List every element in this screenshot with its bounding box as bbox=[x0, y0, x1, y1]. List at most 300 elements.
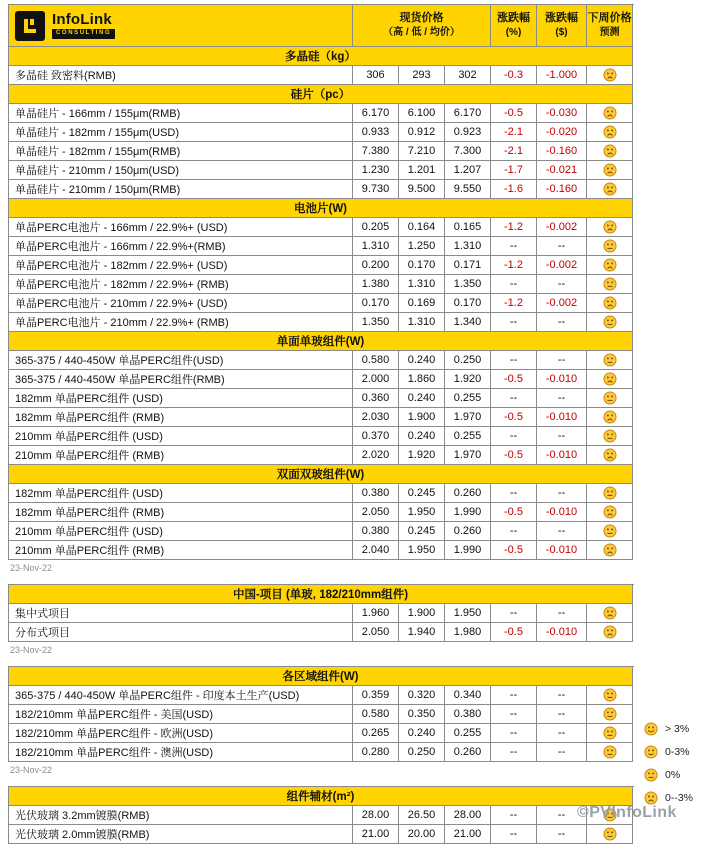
column-header-forecast bbox=[587, 5, 633, 47]
price-low-cell: 20.00 bbox=[399, 825, 445, 844]
price-low-cell: 7.210 bbox=[399, 142, 445, 161]
forecast-cell bbox=[587, 541, 633, 560]
price-row bbox=[9, 256, 634, 275]
change-pct-cell: -0.5 bbox=[491, 446, 537, 465]
forecast-frown-icon bbox=[603, 505, 617, 519]
forecast-cell bbox=[587, 705, 633, 724]
column-header-forecast-label: 下周价格 bbox=[587, 12, 632, 25]
price-avg-cell: 0.260 bbox=[445, 484, 491, 503]
change-usd-cell: -0.160 bbox=[537, 142, 587, 161]
price-row bbox=[9, 313, 634, 332]
forecast-neutral-icon bbox=[603, 353, 617, 367]
legend-label: 0--3% bbox=[665, 792, 694, 804]
price-avg-cell: 1.310 bbox=[445, 237, 491, 256]
price-avg-cell: 0.260 bbox=[445, 743, 491, 762]
change-pct-cell: -- bbox=[491, 686, 537, 705]
price-table-block bbox=[8, 666, 634, 762]
product-name-cell: 多晶硅 致密料(RMB) bbox=[9, 66, 353, 85]
forecast-cell bbox=[587, 743, 633, 762]
forecast-cell bbox=[587, 408, 633, 427]
forecast-cell bbox=[587, 522, 633, 541]
column-header-spot-price-label: 现货价格 bbox=[399, 12, 444, 25]
price-avg-cell: 9.550 bbox=[445, 180, 491, 199]
price-low-cell: 9.500 bbox=[399, 180, 445, 199]
section-title: 组件辅材(m²) bbox=[9, 787, 633, 806]
column-header-change-usd-unit: ($) bbox=[555, 27, 568, 39]
price-row bbox=[9, 180, 634, 199]
column-header-change-usd bbox=[537, 5, 587, 47]
price-row bbox=[9, 294, 634, 313]
forecast-cell bbox=[587, 275, 633, 294]
change-usd-cell: -- bbox=[537, 705, 587, 724]
product-name-cell: 光伏玻璃 3.2mm镀膜(RMB) bbox=[9, 806, 353, 825]
product-name-cell: 单晶硅片 - 210mm / 150μm(RMB) bbox=[9, 180, 353, 199]
change-usd-cell: -0.010 bbox=[537, 623, 587, 642]
product-name-cell: 分布式项目 bbox=[9, 623, 353, 642]
change-usd-cell: -0.021 bbox=[537, 161, 587, 180]
price-high-cell: 21.00 bbox=[353, 825, 399, 844]
price-high-cell: 0.580 bbox=[353, 705, 399, 724]
change-pct-cell: -- bbox=[491, 806, 537, 825]
price-avg-cell: 1.350 bbox=[445, 275, 491, 294]
price-low-cell: 1.201 bbox=[399, 161, 445, 180]
change-pct-cell: -0.5 bbox=[491, 408, 537, 427]
price-row bbox=[9, 743, 634, 762]
price-low-cell: 0.250 bbox=[399, 743, 445, 762]
forecast-cell bbox=[587, 104, 633, 123]
change-usd-cell: -- bbox=[537, 389, 587, 408]
change-pct-cell: -- bbox=[491, 604, 537, 623]
price-low-cell: 1.950 bbox=[399, 541, 445, 560]
legend-label: 0-3% bbox=[665, 746, 690, 758]
change-pct-cell: -1.2 bbox=[491, 294, 537, 313]
forecast-cell bbox=[587, 66, 633, 85]
legend-item bbox=[644, 722, 693, 736]
price-avg-cell: 1.980 bbox=[445, 623, 491, 642]
forecast-cell bbox=[587, 686, 633, 705]
price-avg-cell: 0.340 bbox=[445, 686, 491, 705]
forecast-frown-icon bbox=[603, 410, 617, 424]
product-name-cell: 365-375 / 440-450W 单晶PERC组件 - 印度本土生产(USD) bbox=[9, 686, 353, 705]
price-avg-cell: 0.171 bbox=[445, 256, 491, 275]
price-avg-cell: 6.170 bbox=[445, 104, 491, 123]
price-avg-cell: 1.990 bbox=[445, 503, 491, 522]
legend-slight-icon bbox=[644, 745, 658, 759]
change-pct-cell: -2.1 bbox=[491, 123, 537, 142]
product-name-cell: 单晶PERC电池片 - 210mm / 22.9%+ (USD) bbox=[9, 294, 353, 313]
price-row bbox=[9, 446, 634, 465]
price-low-cell: 0.169 bbox=[399, 294, 445, 313]
forecast-neutral-icon bbox=[603, 486, 617, 500]
section-header-row bbox=[9, 47, 634, 66]
forecast-frown-icon bbox=[603, 163, 617, 177]
price-low-cell: 0.350 bbox=[399, 705, 445, 724]
forecast-cell bbox=[587, 427, 633, 446]
section-title: 双面双玻组件(W) bbox=[9, 465, 633, 484]
forecast-frown-icon bbox=[603, 296, 617, 310]
section-title: 各区域组件(W) bbox=[9, 667, 633, 686]
forecast-cell bbox=[587, 351, 633, 370]
price-row bbox=[9, 806, 634, 825]
product-name-cell: 单晶PERC电池片 - 182mm / 22.9%+ (USD) bbox=[9, 256, 353, 275]
change-pct-cell: -1.2 bbox=[491, 256, 537, 275]
price-avg-cell: 7.300 bbox=[445, 142, 491, 161]
price-low-cell: 0.912 bbox=[399, 123, 445, 142]
legend-label: 0% bbox=[665, 769, 681, 781]
change-usd-cell: -0.010 bbox=[537, 503, 587, 522]
price-row bbox=[9, 604, 634, 623]
change-pct-cell: -- bbox=[491, 389, 537, 408]
forecast-frown-icon bbox=[603, 125, 617, 139]
price-high-cell: 0.280 bbox=[353, 743, 399, 762]
change-pct-cell: -- bbox=[491, 724, 537, 743]
section-header-row bbox=[9, 85, 634, 104]
change-pct-cell: -1.6 bbox=[491, 180, 537, 199]
forecast-frown-icon bbox=[603, 106, 617, 120]
change-pct-cell: -- bbox=[491, 743, 537, 762]
price-avg-cell: 1.950 bbox=[445, 604, 491, 623]
forecast-cell bbox=[587, 724, 633, 743]
change-usd-cell: -0.030 bbox=[537, 104, 587, 123]
date-label: 23-Nov-22 bbox=[10, 563, 53, 573]
forecast-cell bbox=[587, 604, 633, 623]
product-name-cell: 182mm 单晶PERC组件 (RMB) bbox=[9, 408, 353, 427]
price-row bbox=[9, 724, 634, 743]
logo-text bbox=[52, 12, 115, 39]
product-name-cell: 210mm 单晶PERC组件 (RMB) bbox=[9, 541, 353, 560]
price-high-cell: 2.050 bbox=[353, 503, 399, 522]
price-low-cell: 6.100 bbox=[399, 104, 445, 123]
price-row bbox=[9, 370, 634, 389]
change-usd-cell: -- bbox=[537, 275, 587, 294]
product-name-cell: 210mm 单晶PERC组件 (USD) bbox=[9, 427, 353, 446]
forecast-frown-icon bbox=[603, 144, 617, 158]
price-avg-cell: 1.970 bbox=[445, 446, 491, 465]
section-header-row bbox=[9, 787, 634, 806]
price-high-cell: 1.230 bbox=[353, 161, 399, 180]
forecast-cell bbox=[587, 503, 633, 522]
price-row bbox=[9, 351, 634, 370]
change-usd-cell: -0.010 bbox=[537, 408, 587, 427]
price-low-cell: 0.240 bbox=[399, 427, 445, 446]
price-low-cell: 1.310 bbox=[399, 275, 445, 294]
product-name-cell: 单晶PERC电池片 - 166mm / 22.9%+ (USD) bbox=[9, 218, 353, 237]
price-high-cell: 2.040 bbox=[353, 541, 399, 560]
change-usd-cell: -- bbox=[537, 686, 587, 705]
price-avg-cell: 1.920 bbox=[445, 370, 491, 389]
price-avg-cell: 1.340 bbox=[445, 313, 491, 332]
price-low-cell: 1.250 bbox=[399, 237, 445, 256]
price-table-block bbox=[8, 584, 634, 642]
price-high-cell: 0.933 bbox=[353, 123, 399, 142]
change-usd-cell: -0.160 bbox=[537, 180, 587, 199]
section-title: 多晶硅（kg） bbox=[9, 47, 633, 66]
change-usd-cell: -- bbox=[537, 724, 587, 743]
price-high-cell: 0.205 bbox=[353, 218, 399, 237]
price-row bbox=[9, 104, 634, 123]
change-pct-cell: -0.5 bbox=[491, 623, 537, 642]
change-pct-cell: -- bbox=[491, 275, 537, 294]
forecast-frown-icon bbox=[603, 182, 617, 196]
price-row bbox=[9, 686, 634, 705]
column-header-change-pct-unit: (%) bbox=[505, 27, 522, 39]
forecast-cell bbox=[587, 123, 633, 142]
forecast-legend bbox=[644, 722, 693, 805]
product-name-cell: 182/210mm 单晶PERC组件 - 澳洲(USD) bbox=[9, 743, 353, 762]
change-pct-cell: -0.5 bbox=[491, 104, 537, 123]
product-name-cell: 182mm 单晶PERC组件 (USD) bbox=[9, 389, 353, 408]
price-low-cell: 0.240 bbox=[399, 389, 445, 408]
price-avg-cell: 302 bbox=[445, 66, 491, 85]
price-low-cell: 1.860 bbox=[399, 370, 445, 389]
forecast-cell bbox=[587, 161, 633, 180]
change-pct-cell: -- bbox=[491, 825, 537, 844]
price-row bbox=[9, 142, 634, 161]
section-header-row bbox=[9, 199, 634, 218]
change-pct-cell: -- bbox=[491, 522, 537, 541]
legend-item bbox=[644, 768, 693, 782]
forecast-cell bbox=[587, 294, 633, 313]
price-row bbox=[9, 705, 634, 724]
legend-label: > 3% bbox=[665, 723, 690, 735]
forecast-neutral-icon bbox=[603, 277, 617, 291]
product-name-cell: 单晶硅片 - 182mm / 155μm(RMB) bbox=[9, 142, 353, 161]
product-name-cell: 单晶硅片 - 210mm / 150μm(USD) bbox=[9, 161, 353, 180]
product-name-cell: 光伏玻璃 2.0mm镀膜(RMB) bbox=[9, 825, 353, 844]
price-high-cell: 0.370 bbox=[353, 427, 399, 446]
price-low-cell: 0.245 bbox=[399, 484, 445, 503]
price-avg-cell: 28.00 bbox=[445, 806, 491, 825]
column-header-change-pct-label: 涨跌幅 bbox=[497, 12, 530, 25]
price-low-cell: 0.170 bbox=[399, 256, 445, 275]
change-usd-cell: -- bbox=[537, 825, 587, 844]
price-avg-cell: 0.923 bbox=[445, 123, 491, 142]
forecast-neutral-icon bbox=[603, 707, 617, 721]
price-low-cell: 1.940 bbox=[399, 623, 445, 642]
price-avg-cell: 0.250 bbox=[445, 351, 491, 370]
price-low-cell: 26.50 bbox=[399, 806, 445, 825]
forecast-neutral-icon bbox=[603, 827, 617, 841]
change-pct-cell: -- bbox=[491, 484, 537, 503]
price-high-cell: 9.730 bbox=[353, 180, 399, 199]
price-high-cell: 7.380 bbox=[353, 142, 399, 161]
product-name-cell: 182/210mm 单晶PERC组件 - 欧洲(USD) bbox=[9, 724, 353, 743]
change-usd-cell: -0.002 bbox=[537, 218, 587, 237]
section-title: 中国-项目 (单玻, 182/210mm组件) bbox=[9, 585, 633, 604]
price-row bbox=[9, 275, 634, 294]
change-pct-cell: -0.5 bbox=[491, 541, 537, 560]
price-row bbox=[9, 218, 634, 237]
infolink-logo-icon bbox=[15, 11, 45, 41]
price-row bbox=[9, 522, 634, 541]
brand-name: InfoLink bbox=[52, 11, 112, 29]
product-name-cell: 单晶PERC电池片 - 166mm / 22.9%+(RMB) bbox=[9, 237, 353, 256]
change-pct-cell: -2.1 bbox=[491, 142, 537, 161]
forecast-cell bbox=[587, 825, 633, 844]
price-row bbox=[9, 825, 634, 844]
change-pct-cell: -- bbox=[491, 313, 537, 332]
price-low-cell: 1.900 bbox=[399, 408, 445, 427]
change-usd-cell: -- bbox=[537, 484, 587, 503]
forecast-frown-icon bbox=[603, 220, 617, 234]
product-name-cell: 集中式项目 bbox=[9, 604, 353, 623]
price-avg-cell: 0.255 bbox=[445, 389, 491, 408]
legend-neutral-icon bbox=[644, 768, 658, 782]
change-usd-cell: -- bbox=[537, 237, 587, 256]
column-header-change-usd-label: 涨跌幅 bbox=[545, 12, 578, 25]
section-header-row bbox=[9, 332, 634, 351]
product-name-cell: 210mm 单晶PERC组件 (RMB) bbox=[9, 446, 353, 465]
forecast-neutral-icon bbox=[603, 688, 617, 702]
price-high-cell: 0.359 bbox=[353, 686, 399, 705]
forecast-cell bbox=[587, 313, 633, 332]
forecast-frown-icon bbox=[603, 372, 617, 386]
forecast-frown-icon bbox=[603, 258, 617, 272]
price-high-cell: 0.360 bbox=[353, 389, 399, 408]
product-name-cell: 单晶PERC电池片 - 210mm / 22.9%+ (RMB) bbox=[9, 313, 353, 332]
price-table bbox=[8, 4, 634, 844]
price-low-cell: 0.164 bbox=[399, 218, 445, 237]
column-header-forecast-unit: 预测 bbox=[599, 27, 620, 39]
change-pct-cell: -1.2 bbox=[491, 218, 537, 237]
price-table-block bbox=[8, 786, 634, 844]
change-usd-cell: -- bbox=[537, 604, 587, 623]
price-high-cell: 1.960 bbox=[353, 604, 399, 623]
price-high-cell: 2.030 bbox=[353, 408, 399, 427]
price-avg-cell: 1.990 bbox=[445, 541, 491, 560]
price-avg-cell: 21.00 bbox=[445, 825, 491, 844]
change-pct-cell: -- bbox=[491, 705, 537, 724]
change-usd-cell: -0.002 bbox=[537, 294, 587, 313]
forecast-neutral-icon bbox=[603, 391, 617, 405]
table-header bbox=[9, 5, 634, 47]
price-high-cell: 0.170 bbox=[353, 294, 399, 313]
watermark: ©PVInfoLink bbox=[577, 804, 677, 821]
price-low-cell: 0.245 bbox=[399, 522, 445, 541]
change-usd-cell: -- bbox=[537, 522, 587, 541]
price-high-cell: 28.00 bbox=[353, 806, 399, 825]
change-pct-cell: -0.3 bbox=[491, 66, 537, 85]
change-pct-cell: -- bbox=[491, 351, 537, 370]
price-avg-cell: 0.170 bbox=[445, 294, 491, 313]
price-high-cell: 2.050 bbox=[353, 623, 399, 642]
change-usd-cell: -1.000 bbox=[537, 66, 587, 85]
price-high-cell: 0.265 bbox=[353, 724, 399, 743]
price-low-cell: 1.900 bbox=[399, 604, 445, 623]
product-name-cell: 182/210mm 单晶PERC组件 - 美国(USD) bbox=[9, 705, 353, 724]
legend-frown-icon bbox=[644, 791, 658, 805]
price-low-cell: 0.240 bbox=[399, 724, 445, 743]
forecast-cell bbox=[587, 237, 633, 256]
forecast-cell bbox=[587, 180, 633, 199]
price-low-cell: 0.320 bbox=[399, 686, 445, 705]
price-high-cell: 0.380 bbox=[353, 484, 399, 503]
column-header-spot-price bbox=[353, 5, 491, 47]
forecast-frown-icon bbox=[603, 68, 617, 82]
change-usd-cell: -0.010 bbox=[537, 370, 587, 389]
change-usd-cell: -- bbox=[537, 743, 587, 762]
price-table-block bbox=[8, 4, 634, 560]
forecast-cell bbox=[587, 142, 633, 161]
price-row bbox=[9, 389, 634, 408]
price-row bbox=[9, 408, 634, 427]
forecast-frown-icon bbox=[603, 625, 617, 639]
section-title: 电池片(W) bbox=[9, 199, 633, 218]
column-header-spot-price-unit: （高 / 低 / 均价） bbox=[383, 27, 460, 39]
change-usd-cell: -- bbox=[537, 313, 587, 332]
product-name-cell: 182mm 单晶PERC组件 (RMB) bbox=[9, 503, 353, 522]
forecast-cell bbox=[587, 256, 633, 275]
price-high-cell: 0.200 bbox=[353, 256, 399, 275]
forecast-cell bbox=[587, 370, 633, 389]
price-row bbox=[9, 237, 634, 256]
price-row bbox=[9, 484, 634, 503]
section-title: 单面单玻组件(W) bbox=[9, 332, 633, 351]
change-pct-cell: -- bbox=[491, 237, 537, 256]
forecast-cell bbox=[587, 623, 633, 642]
section-header-row bbox=[9, 585, 634, 604]
legend-happy-icon bbox=[644, 722, 658, 736]
forecast-neutral-icon bbox=[603, 239, 617, 253]
logo-cell bbox=[9, 5, 353, 47]
price-low-cell: 0.240 bbox=[399, 351, 445, 370]
price-low-cell: 1.950 bbox=[399, 503, 445, 522]
product-name-cell: 365-375 / 440-450W 单晶PERC组件(RMB) bbox=[9, 370, 353, 389]
column-header-change-pct bbox=[491, 5, 537, 47]
forecast-frown-icon bbox=[603, 606, 617, 620]
price-low-cell: 293 bbox=[399, 66, 445, 85]
price-low-cell: 1.920 bbox=[399, 446, 445, 465]
price-avg-cell: 0.260 bbox=[445, 522, 491, 541]
section-header-row bbox=[9, 465, 634, 484]
change-usd-cell: -0.002 bbox=[537, 256, 587, 275]
forecast-cell bbox=[587, 389, 633, 408]
forecast-neutral-icon bbox=[603, 429, 617, 443]
change-pct-cell: -0.5 bbox=[491, 503, 537, 522]
price-high-cell: 6.170 bbox=[353, 104, 399, 123]
change-pct-cell: -0.5 bbox=[491, 370, 537, 389]
price-avg-cell: 0.255 bbox=[445, 427, 491, 446]
change-usd-cell: -0.010 bbox=[537, 541, 587, 560]
forecast-cell bbox=[587, 484, 633, 503]
price-row bbox=[9, 427, 634, 446]
product-name-cell: 单晶硅片 - 166mm / 155μm(RMB) bbox=[9, 104, 353, 123]
price-row bbox=[9, 66, 634, 85]
forecast-neutral-icon bbox=[603, 315, 617, 329]
product-name-cell: 单晶PERC电池片 - 182mm / 22.9%+ (RMB) bbox=[9, 275, 353, 294]
price-row bbox=[9, 123, 634, 142]
change-usd-cell: -0.010 bbox=[537, 446, 587, 465]
forecast-cell bbox=[587, 218, 633, 237]
product-name-cell: 210mm 单晶PERC组件 (USD) bbox=[9, 522, 353, 541]
forecast-cell bbox=[587, 446, 633, 465]
forecast-frown-icon bbox=[603, 448, 617, 462]
price-row bbox=[9, 623, 634, 642]
date-label: 23-Nov-22 bbox=[10, 645, 53, 655]
price-avg-cell: 1.970 bbox=[445, 408, 491, 427]
change-usd-cell: -- bbox=[537, 351, 587, 370]
change-usd-cell: -0.020 bbox=[537, 123, 587, 142]
price-high-cell: 306 bbox=[353, 66, 399, 85]
legend-item bbox=[644, 791, 693, 805]
price-row bbox=[9, 161, 634, 180]
section-header-row bbox=[9, 667, 634, 686]
change-pct-cell: -1.7 bbox=[491, 161, 537, 180]
forecast-neutral-icon bbox=[603, 524, 617, 538]
product-name-cell: 365-375 / 440-450W 单晶PERC组件(USD) bbox=[9, 351, 353, 370]
price-avg-cell: 0.165 bbox=[445, 218, 491, 237]
price-row bbox=[9, 541, 634, 560]
